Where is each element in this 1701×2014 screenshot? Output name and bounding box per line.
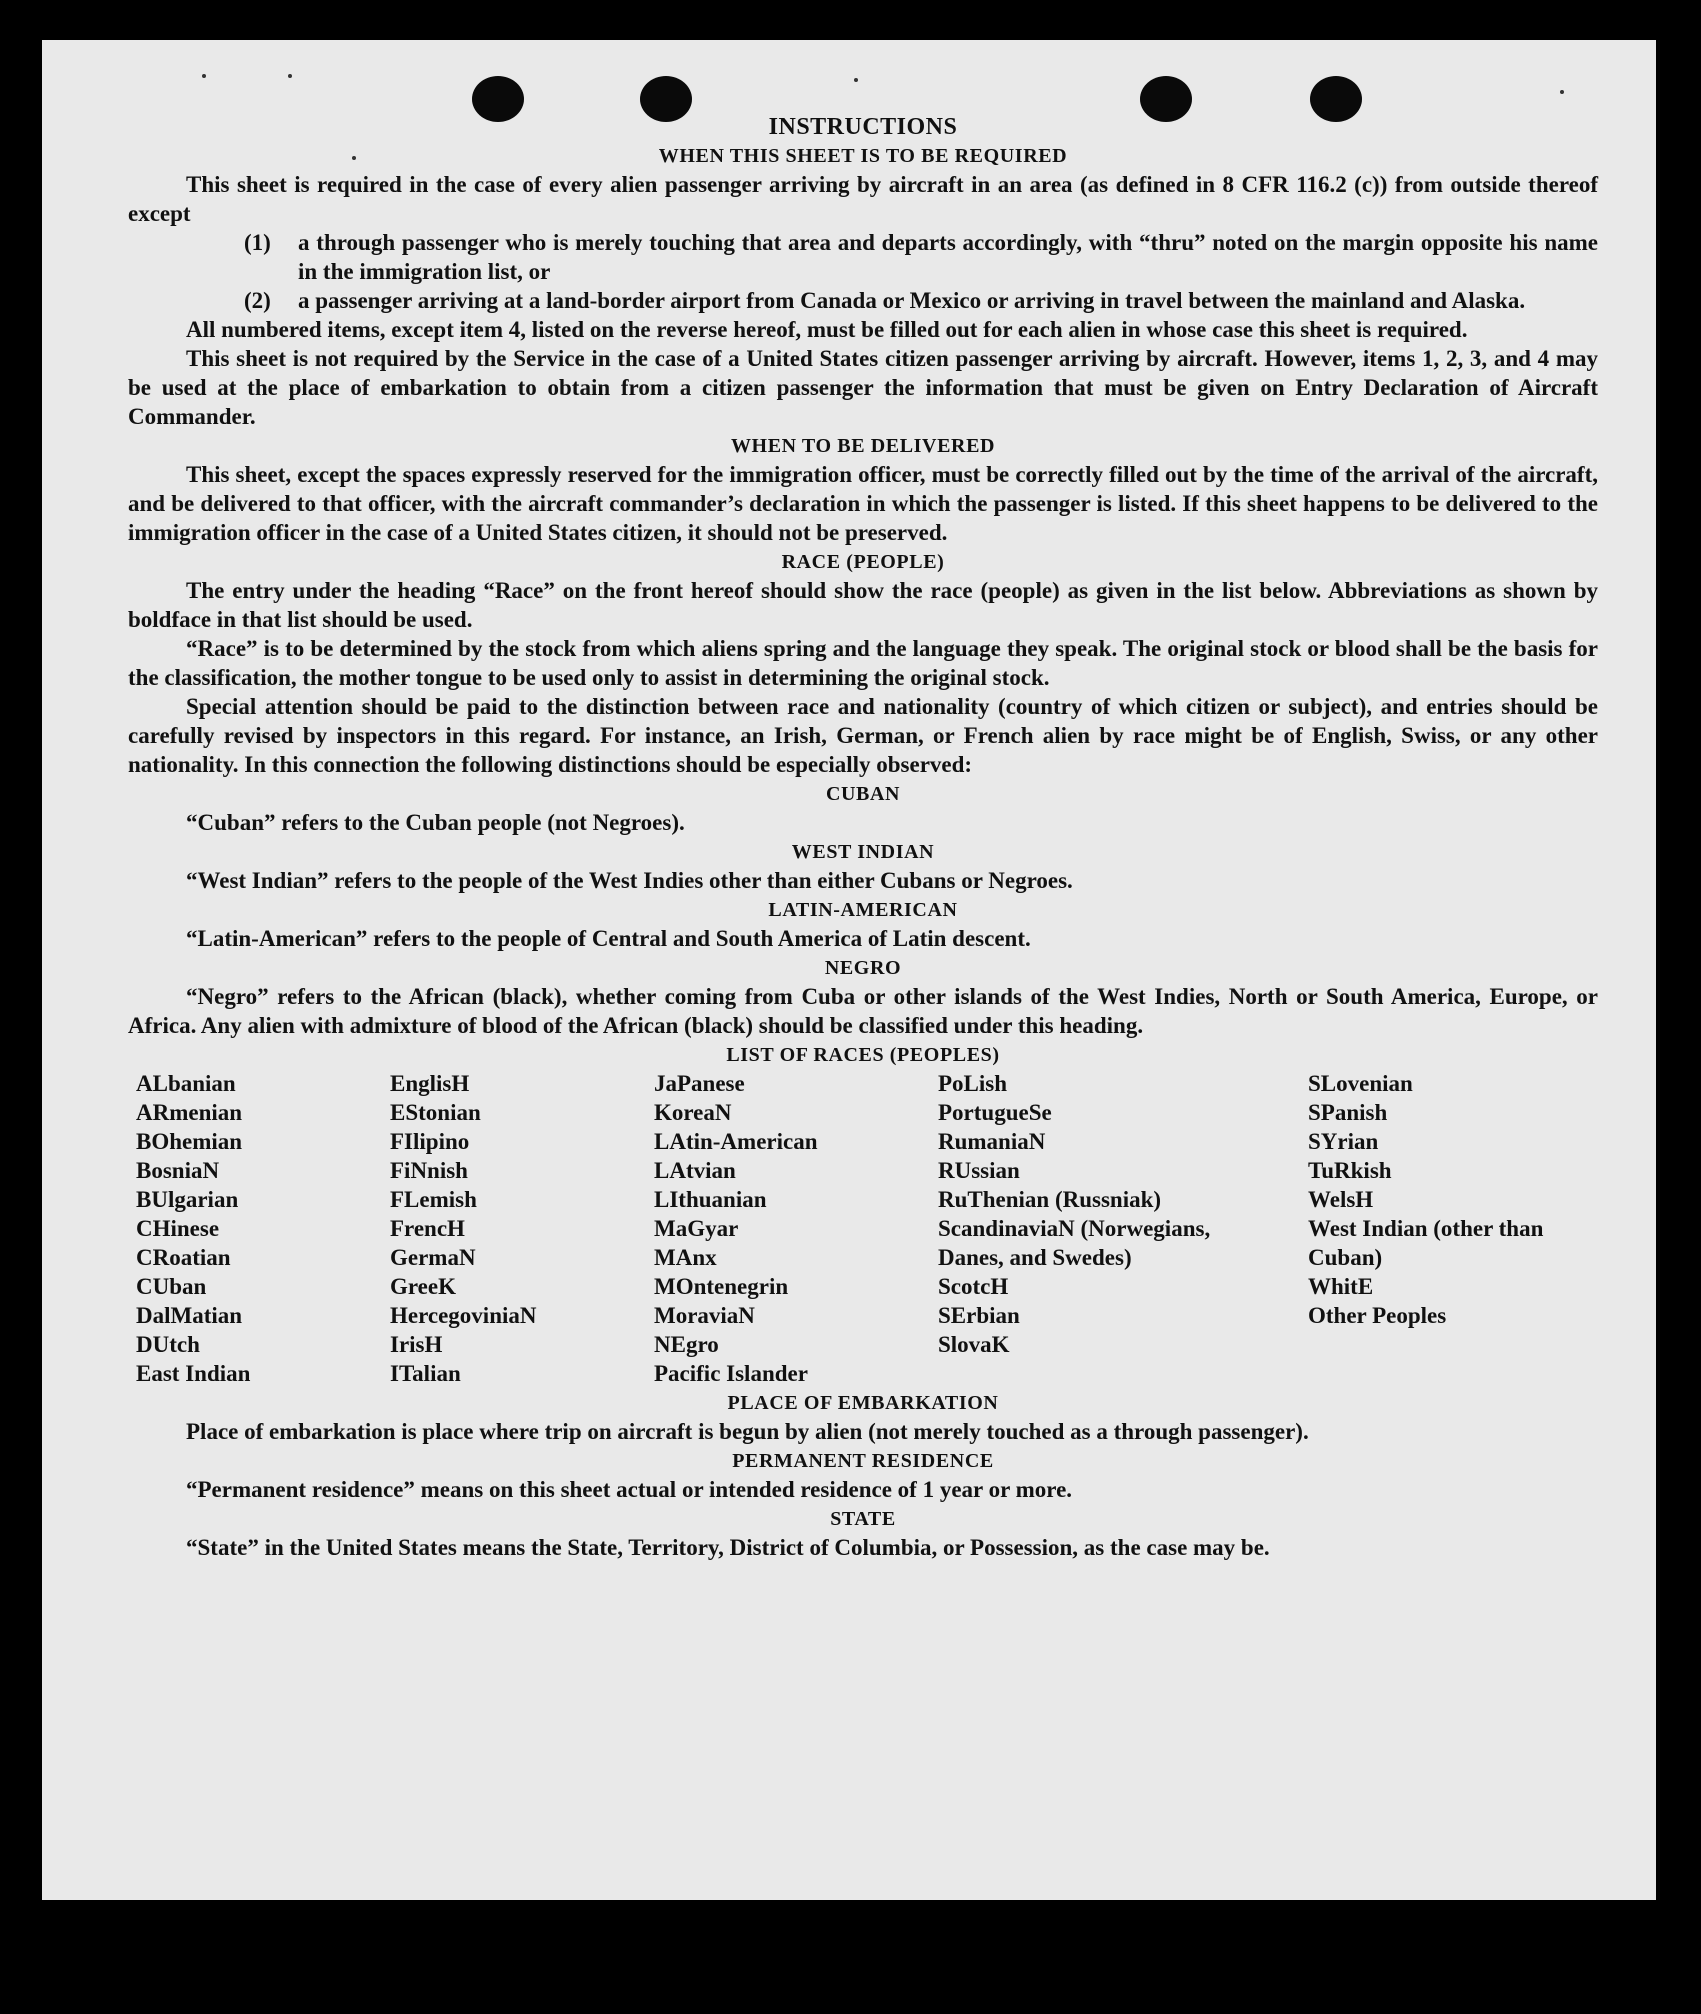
section-heading: STATE [830, 1508, 896, 1530]
race-entry: NEgro [654, 1332, 719, 1357]
race-entry: ScotcH [938, 1274, 1009, 1299]
race-entry: RumaniaN [938, 1129, 1046, 1154]
paragraph: “Cuban” refers to the Cuban people (not Negroes). [186, 810, 685, 835]
race-entry: WhitE [1308, 1274, 1374, 1299]
race-entry: SLovenian [1308, 1071, 1413, 1096]
section-heading: WEST INDIAN [791, 841, 935, 863]
speck [202, 74, 206, 78]
race-entry: PoLish [938, 1071, 1008, 1096]
race-entry: BOhemian [136, 1129, 243, 1154]
race-entry: RUssian [938, 1158, 1020, 1183]
race-entry: LAtvian [654, 1158, 736, 1183]
paragraph: “Race” is to be determined by the stock from which aliens spring and the language they speak. The original stock or blood shall be the basis for the classification, the mother tongue to be used only to assist in determining the original stock. [128, 636, 1598, 690]
race-entry: MaGyar [654, 1216, 739, 1241]
race-entry: West Indian (other than Cuban) [1308, 1216, 1544, 1270]
race-entry: FLemish [390, 1187, 477, 1212]
race-entry: Other Peoples [1308, 1303, 1447, 1328]
race-entry: CHinese [136, 1216, 220, 1241]
race-entry: EnglisH [390, 1071, 470, 1096]
race-entry: GreeK [390, 1274, 456, 1299]
paragraph: Place of embarkation is place where trip on aircraft is begun by alien (not merely touched as a through passenger). [186, 1419, 1309, 1444]
race-entry: MoraviaN [654, 1303, 755, 1328]
race-entry: FrencH [390, 1216, 465, 1241]
race-entry: Pacific Islander [654, 1361, 808, 1386]
race-entry: BosniaN [136, 1158, 220, 1183]
document-sheet [42, 40, 1656, 1900]
section-heading: RACE (PEOPLE) [781, 551, 945, 573]
paragraph: The entry under the heading “Race” on the front hereof should show the race (people) as given in the list below. Abbreviations as shown by boldface in that list should be used. [128, 578, 1598, 632]
race-entry: ITalian [390, 1361, 461, 1386]
race-entry: PortugueSe [938, 1100, 1052, 1125]
paragraph: This sheet, except the spaces expressly reserved for the immigration officer, must be correctly filled out by the time of the arrival of the aircraft, and be delivered to that officer, with the aircraft commander’s declaration in which the passenger is listed. If this sheet happens to be delivered to the immigration officer in the case of a United States citizen, it should not be preserved. [128, 462, 1598, 545]
speck [1560, 90, 1564, 94]
item-text: a through passenger who is merely touching that area and departs accordingly, with “thru” noted on the margin opposite his name in the immigration list, or [298, 230, 1598, 284]
paragraph: “Permanent residence” means on this sheet actual or intended residence of 1 year or more. [186, 1477, 1073, 1502]
race-entry: DUtch [136, 1332, 200, 1357]
race-entry: FIlipino [390, 1129, 470, 1154]
race-entry: EStonian [390, 1100, 481, 1125]
section-heading: CUBAN [825, 783, 901, 805]
instructions-body [128, 114, 1598, 1562]
race-entry: GermaN [390, 1245, 476, 1270]
race-column [390, 1069, 654, 1388]
paragraph: “Latin-American” refers to the people of Central and South America of Latin descent. [186, 926, 1031, 951]
race-entry: SYrian [1308, 1129, 1379, 1154]
page-title: INSTRUCTIONS [768, 114, 958, 140]
race-column [1308, 1069, 1578, 1388]
list-item [244, 286, 1598, 315]
section-heading: LIST OF RACES (PEOPLES) [726, 1044, 1000, 1066]
race-entry: CRoatian [136, 1245, 231, 1270]
race-entry: LAtin-American [654, 1129, 818, 1154]
section-heading: WHEN THIS SHEET IS TO BE REQUIRED [658, 145, 1068, 167]
paragraph: “West Indian” refers to the people of the West Indies other than either Cubans or Negroes. [186, 868, 1073, 893]
race-entry: DalMatian [136, 1303, 243, 1328]
paragraph: This sheet is not required by the Service in the case of a United States citizen passenger arriving by aircraft. However, items 1, 2, 3, and 4 may be used at the place of embarkation to obtain from a citizen passenger the information that must be given on Entry Declaration of Aircraft Commander. [128, 346, 1598, 429]
race-entry: MAnx [654, 1245, 717, 1270]
race-entry: CUban [136, 1274, 207, 1299]
race-entry: TuRkish [1308, 1158, 1392, 1183]
paragraph: This sheet is required in the case of every alien passenger arriving by aircraft in an area (as defined in 8 CFR 116.2 (c)) from outside thereof except [128, 172, 1598, 226]
paragraph: All numbered items, except item 4, listed on the reverse hereof, must be filled out for each alien in whose case this sheet is required. [186, 317, 1468, 342]
race-entry: MOntenegrin [654, 1274, 789, 1299]
race-column [654, 1069, 938, 1388]
section-heading: WHEN TO BE DELIVERED [730, 435, 996, 457]
section-heading: NEGRO [824, 957, 902, 979]
speck [288, 74, 292, 78]
list-item [244, 228, 1598, 286]
paragraph: “State” in the United States means the State, Territory, District of Columbia, or Possession, as the case may be. [186, 1535, 1270, 1560]
race-entry: LIthuanian [654, 1187, 767, 1212]
race-entry: BUlgarian [136, 1187, 239, 1212]
race-entry: IrisH [390, 1332, 443, 1357]
section-heading: PERMANENT RESIDENCE [732, 1450, 994, 1472]
race-entry: ARmenian [136, 1100, 243, 1125]
item-text: a passenger arriving at a land-border airport from Canada or Mexico or arriving in travel between the mainland and Alaska. [298, 288, 1526, 313]
race-entry: ScandinaviaN (Norwegians, Danes, and Swedes) [938, 1216, 1211, 1270]
item-number: (2) [244, 288, 271, 313]
race-list [136, 1069, 1598, 1388]
race-column [938, 1069, 1308, 1388]
paragraph: “Negro” refers to the African (black), whether coming from Cuba or other islands of the West Indies, North or South America, Europe, or Africa. Any alien with admixture of blood of the African (black) should be classified under this heading. [128, 984, 1598, 1038]
race-entry: FiNnish [390, 1158, 468, 1183]
section-heading: LATIN-AMERICAN [768, 899, 958, 921]
race-entry: RuThenian (Russniak) [938, 1187, 1162, 1212]
speck [854, 78, 858, 82]
race-entry: SlovaK [938, 1332, 1010, 1357]
section-heading: PLACE OF EMBARKATION [727, 1392, 999, 1414]
item-number: (1) [244, 230, 271, 255]
race-entry: WelsH [1308, 1187, 1374, 1212]
race-entry: ALbanian [136, 1071, 236, 1096]
race-entry: SPanish [1308, 1100, 1388, 1125]
race-column [136, 1069, 390, 1388]
race-entry: SErbian [938, 1303, 1020, 1328]
race-entry: East Indian [136, 1361, 251, 1386]
race-entry: KoreaN [654, 1100, 732, 1125]
paragraph: Special attention should be paid to the distinction between race and nationality (country of which citizen or subject), and entries should be carefully revised by inspectors in this regard. For instance, an Irish, German, or French alien by race might be of English, Swiss, or any other nationality. In this connection the following distinctions should be especially observed: [128, 694, 1598, 777]
race-entry: HercegoviniaN [390, 1303, 537, 1328]
race-entry: JaPanese [654, 1071, 745, 1096]
